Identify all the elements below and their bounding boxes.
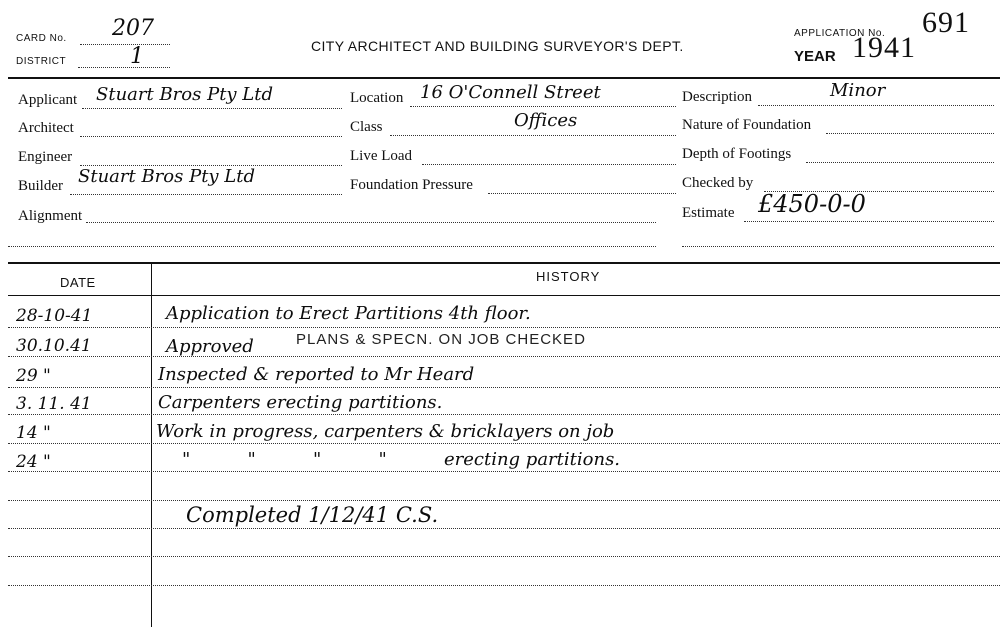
foundation-pressure-underline (488, 193, 676, 194)
history-date: 3. 11. 41 (16, 394, 92, 414)
history-column-header: HISTORY (536, 269, 601, 284)
date-column-divider (151, 262, 152, 627)
architect-label: Architect (18, 120, 74, 136)
class-value: Offices (514, 110, 578, 131)
checked-by-label: Checked by (682, 175, 754, 191)
engineer-label: Engineer (18, 149, 73, 165)
applicant-underline (82, 108, 342, 109)
district-value: 1 (130, 44, 144, 69)
live-load-underline (422, 164, 676, 165)
year-label: YEAR (794, 48, 836, 65)
history-ruled-line (8, 528, 1000, 529)
history-ruled-line (8, 327, 1000, 328)
builder-value: Stuart Bros Pty Ltd (78, 166, 256, 187)
history-date: 29 " (16, 366, 51, 386)
location-value: 16 O'Connell Street (420, 82, 601, 103)
history-date: 30.10.41 (16, 336, 92, 356)
applicant-label: Applicant (18, 92, 78, 108)
builder-label: Builder (18, 178, 63, 194)
history-ruled-line (8, 471, 1000, 472)
history-ruled-line (8, 585, 1000, 586)
location-label: Location (350, 90, 404, 106)
card-no-label: CARD No. (16, 33, 67, 44)
date-column-header: DATE (60, 275, 96, 290)
architect-underline (80, 136, 342, 137)
history-date: 14 " (16, 423, 51, 443)
history-ruled-line (8, 443, 1000, 444)
district-underline (78, 67, 170, 68)
card-no-underline (80, 44, 170, 45)
estimate-underline-2 (682, 246, 994, 247)
foundation-pressure-label: Foundation Pressure (350, 177, 473, 193)
alignment-underline (86, 222, 656, 223)
nature-of-foundation-label: Nature of Foundation (682, 117, 812, 133)
history-ruled-line (8, 356, 1000, 357)
history-top-rule (8, 262, 1000, 264)
history-entry: Approved (166, 336, 254, 357)
alignment-underline-2 (8, 246, 656, 247)
history-entry: " " " " erecting partitions. (182, 449, 621, 470)
description-underline (758, 105, 994, 106)
history-date: 28-10-41 (16, 306, 93, 326)
applicant-value: Stuart Bros Pty Ltd (96, 84, 274, 105)
completed-note: Completed 1/12/41 C.S. (186, 503, 439, 527)
alignment-label: Alignment (18, 208, 83, 224)
builder-underline (70, 194, 342, 195)
header-rule (8, 77, 1000, 79)
application-no-label: APPLICATION No. (794, 28, 886, 39)
history-ruled-line (8, 556, 1000, 557)
estimate-value: £450-0-0 (758, 190, 866, 218)
depth-of-footings-underline (806, 162, 994, 163)
history-date: 24 " (16, 452, 51, 472)
location-underline (410, 106, 676, 107)
application-no-value: 691 (922, 6, 970, 39)
department-title: CITY ARCHITECT AND BUILDING SURVEYOR'S DEPT. (311, 38, 684, 54)
history-ruled-line (8, 500, 1000, 501)
description-label: Description (682, 89, 752, 105)
estimate-label: Estimate (682, 205, 735, 221)
history-entry: Inspected & reported to Mr Heard (158, 364, 475, 385)
district-label: DISTRICT (16, 56, 67, 67)
live-load-label: Live Load (350, 148, 413, 164)
estimate-underline (744, 221, 994, 222)
history-entry: Work in progress, carpenters & bricklayers on job (156, 421, 615, 442)
card-no-value: 207 (112, 16, 154, 41)
class-label: Class (350, 119, 383, 135)
plans-checked-stamp: PLANS & SPECN. ON JOB CHECKED (296, 331, 586, 348)
history-ruled-line (8, 414, 1000, 415)
year-value: 1941 (852, 31, 916, 64)
description-value: Minor (830, 80, 886, 101)
nature-of-foundation-underline (826, 133, 994, 134)
depth-of-footings-label: Depth of Footings (682, 146, 792, 162)
history-entry: Application to Erect Partitions 4th floor. (166, 303, 531, 324)
class-underline (390, 135, 676, 136)
history-entry: Carpenters erecting partitions. (158, 392, 443, 413)
history-ruled-line (8, 387, 1000, 388)
history-header-rule (8, 295, 1000, 296)
